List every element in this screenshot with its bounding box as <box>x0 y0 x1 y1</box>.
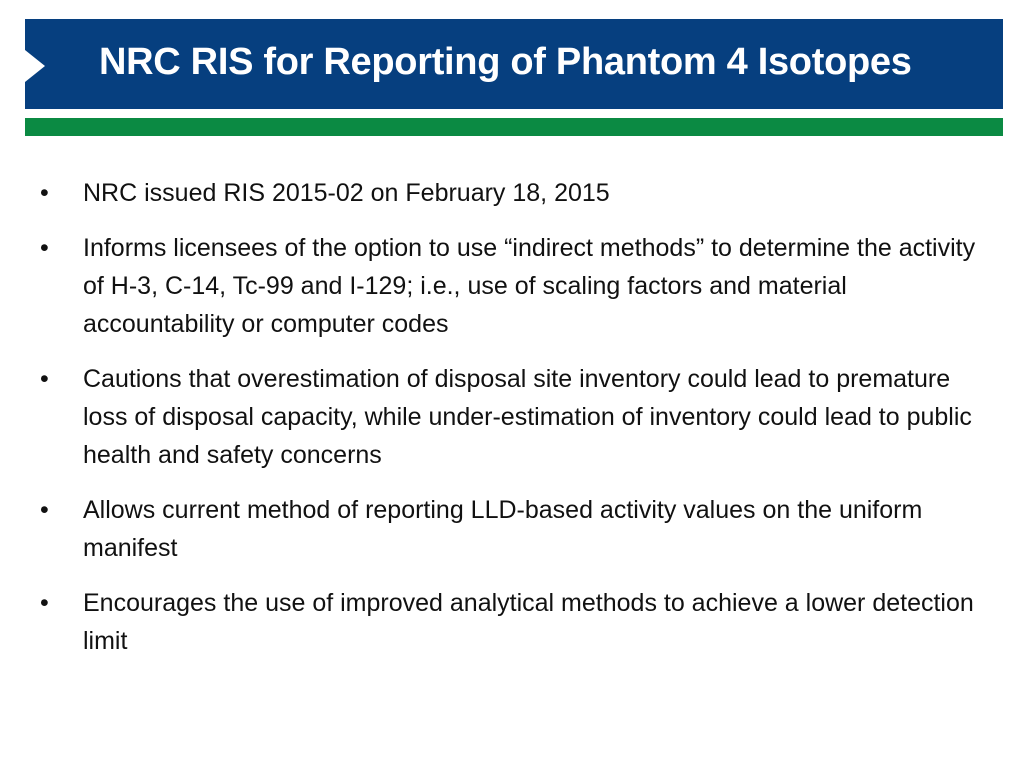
chevron-right-icon <box>25 50 45 82</box>
slide-title: NRC RIS for Reporting of Phantom 4 Isotopes <box>99 41 912 83</box>
bullet-text: Informs licensees of the option to use “indirect methods” to determine the activity of H-3, C-14, Tc-99 and I-129; i.e., use of scaling factors and material accountability or computer codes <box>83 234 976 338</box>
bullet-item <box>40 229 990 343</box>
bullet-item <box>40 174 990 212</box>
bullet-icon: • <box>40 234 49 262</box>
bullet-item <box>40 491 990 567</box>
bullet-item <box>40 584 990 660</box>
bullet-text: Allows current method of reporting LLD-based activity values on the uniform manifest <box>83 496 923 562</box>
bullet-text: Cautions that overestimation of disposal site inventory could lead to premature loss of disposal capacity, while under-estimation of inventory could lead to public health and safety concerns <box>83 365 972 469</box>
bullet-icon: • <box>40 179 49 207</box>
accent-divider <box>25 118 1003 136</box>
bullet-item <box>40 360 990 474</box>
bullet-list <box>40 174 990 677</box>
bullet-text: Encourages the use of improved analytical methods to achieve a lower detection limit <box>83 589 974 655</box>
bullet-icon: • <box>40 589 49 617</box>
bullet-text: NRC issued RIS 2015-02 on February 18, 2015 <box>83 179 610 207</box>
bullet-icon: • <box>40 365 49 393</box>
title-bar <box>25 19 1003 109</box>
bullet-icon: • <box>40 496 49 524</box>
